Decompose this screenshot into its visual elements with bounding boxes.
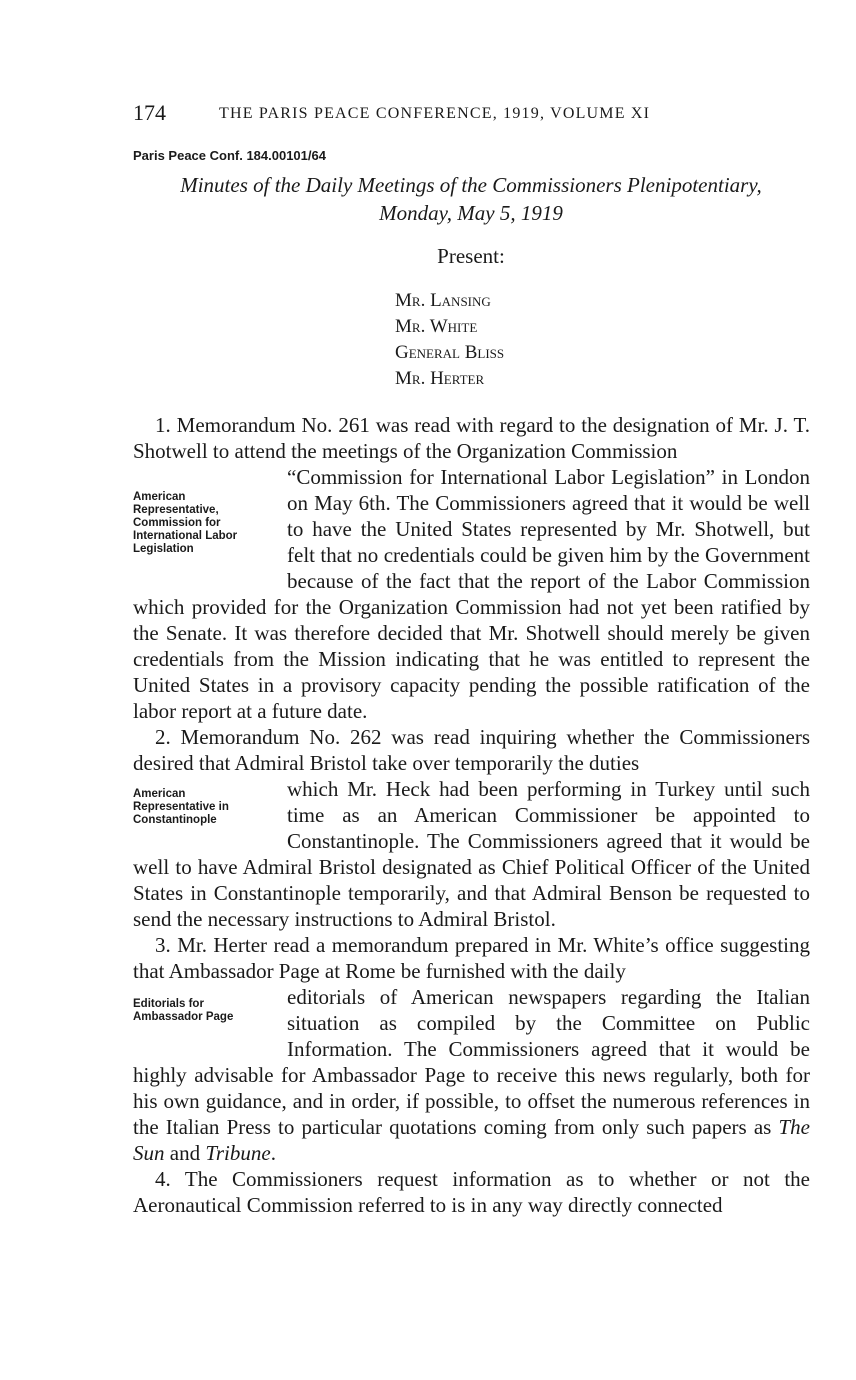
document-title-line-2: Monday, May 5, 1919 [379,201,563,225]
paragraph-4: 4. The Commissioners request information as to whether or not the Aeronautical Commission referred to is in any way directly connected [133,1167,810,1217]
newspaper-title: Tribune [205,1141,271,1165]
file-reference: Paris Peace Conf. 184.00101/64 [133,148,326,163]
document-title [133,171,809,227]
running-head [133,100,723,130]
sentence-end: . [270,1141,276,1165]
paragraph-lead-3: 3. Mr. Herter read a memorandum prepared in Mr. White’s office suggesting that Ambassador Page at Rome be furnished with the daily [133,933,810,983]
running-title: THE PARIS PEACE CONFERENCE, 1919, VOLUME XI [219,105,651,122]
paragraph-lead-2: 2. Memorandum No. 262 was read inquiring whether the Commissioners desired that Admiral Bristol take over temporarily the duties [133,725,810,775]
attendee: Mr. Herter [395,368,485,389]
paragraph-lead-1: 1. Memorandum No. 261 was read with regard to the designation of Mr. J. T. Shotwell to attend the meetings of the Organization Commission [133,413,810,463]
margin-note-labor-legislation: American Representative, Commission for International Labor Legislation [133,491,238,555]
attendee-list [395,288,504,392]
margin-note-constantinople: American Representative in Constantinople [133,788,229,826]
minutes-body [133,412,810,1218]
attendee: Mr. Lansing [395,290,491,311]
paragraph-2: which Mr. Heck had been performing in Turkey until such time as an American Commissioner be appointed to Constantinople. The Commissioners agreed that it would be well to have Admiral Bristol designated as Chief Political Officer of the United States in Constantinople temporarily, and that Admiral Benson be requested to send the necessary instructions to Admiral Bristol. [133,777,810,931]
paragraph-3-text: editorials of American newspapers regarding the Italian situation as compiled by the Committee on Public Information. The Commissioners agreed that it would be highly advisable for Ambassador Page to receive this news regularly, both for his own guidance, and in order, if possible, to offset the numerous references in the Italian Press to particular quotations coming from only such papers as [133,985,810,1139]
document-title-line-1: Minutes of the Daily Meetings of the Commissioners Plenipotentiary, [180,173,762,197]
present-label: Present: [437,244,505,268]
newspaper-title: The Sun [133,1115,810,1165]
paragraph-1: “Commission for International Labor Legislation” in London on May 6th. The Commissioners agreed that it would be well to have the United States represented by Mr. Shotwell, but felt that no credentials could be given him by the Government because of the fact that the report of the Labor Commission which provided for the Organization Commission had not yet been ratified by the Senate. It was therefore decided that Mr. Shotwell should merely be given credentials from the Mission indicating that he was entitled to represent the United States in a provisory capacity pending the possible ratification of the labor report at a future date. [133,465,810,723]
attendee: Mr. White [395,316,478,337]
margin-note-editorials: Editorials for Ambassador Page [133,998,234,1023]
conjunction: and [164,1141,206,1165]
page-number: 174 [133,100,166,125]
attendee: General Bliss [395,342,505,363]
